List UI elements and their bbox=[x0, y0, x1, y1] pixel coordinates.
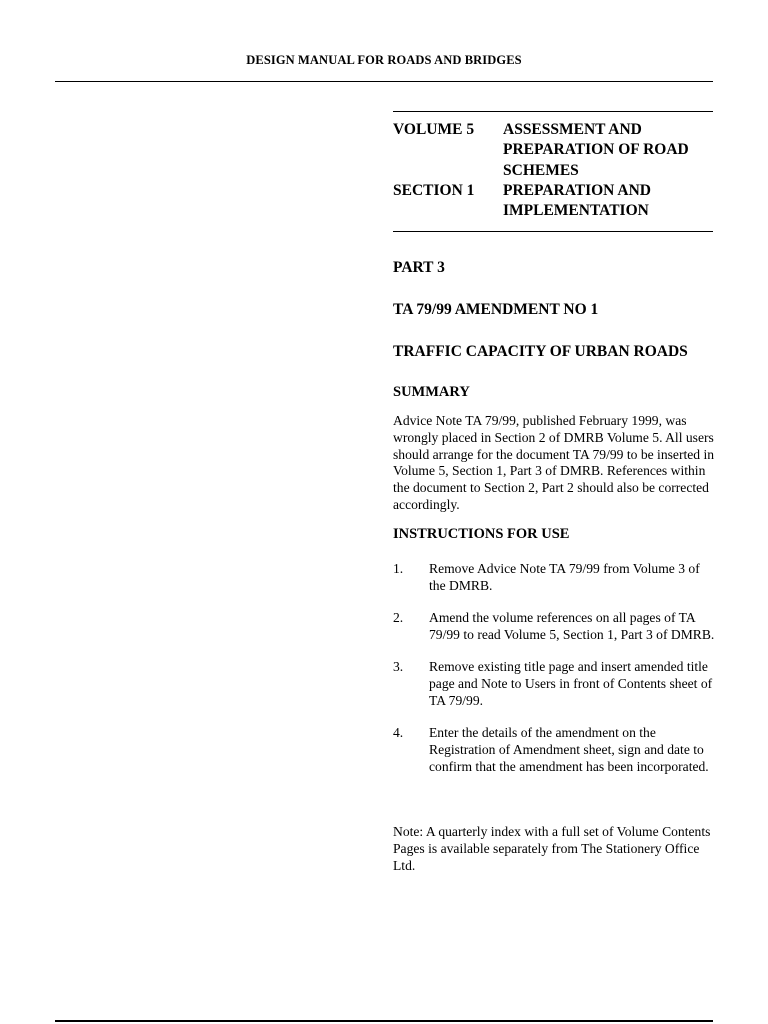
list-item-text: Amend the volume references on all pages of TA 79/99 to read Volume 5, Section 1, Part 3 of DMRB. bbox=[429, 610, 715, 642]
instructions-list bbox=[393, 561, 715, 791]
list-item-text: Remove existing title page and insert amended title page and Note to Users in front of Contents sheet of TA 79/99. bbox=[429, 659, 713, 708]
list-item bbox=[393, 659, 715, 709]
volume-bottom-rule bbox=[393, 231, 713, 232]
note-text: Note: A quarterly index with a full set of Volume Contents Pages is available separately from The Stationery Office Ltd. bbox=[393, 824, 711, 873]
list-item bbox=[393, 561, 715, 595]
instructions-heading: INSTRUCTIONS FOR USE bbox=[393, 526, 570, 542]
list-item bbox=[393, 725, 715, 775]
volume-title: ASSESSMENT AND PREPARATION OF ROAD SCHEMES bbox=[503, 121, 689, 179]
document-title: TRAFFIC CAPACITY OF URBAN ROADS bbox=[393, 343, 688, 360]
list-item bbox=[393, 610, 715, 644]
volume-row bbox=[393, 120, 713, 181]
section-label: SECTION 1 bbox=[393, 181, 475, 199]
volume-section-block bbox=[393, 120, 713, 221]
volume-top-rule bbox=[393, 111, 713, 112]
header-rule bbox=[55, 81, 713, 82]
summary-heading: SUMMARY bbox=[393, 384, 470, 400]
list-item-text: Enter the details of the amendment on the Registration of Amendment sheet, sign and date to confirm that the amendment has been incorporated. bbox=[429, 725, 709, 774]
section-row bbox=[393, 181, 713, 222]
manual-title: DESIGN MANUAL FOR ROADS AND BRIDGES bbox=[246, 53, 522, 67]
list-item-number: 3. bbox=[393, 659, 404, 675]
section-title: PREPARATION AND IMPLEMENTATION bbox=[503, 181, 651, 220]
list-item-number: 1. bbox=[393, 561, 404, 576]
footer-rule bbox=[55, 1020, 713, 1022]
part-heading: PART 3 bbox=[393, 259, 445, 276]
volume-label: VOLUME 5 bbox=[393, 121, 475, 138]
summary-text: Advice Note TA 79/99, published February 1999, was wrongly placed in Section 2 of DMRB Volume 5. All users should arrange for the document TA 79/99 to be inserted in Volume 5, Section 1, Part 3 of DMRB. References within the document to Section 2, Part 2 should also be corrected accordingly. bbox=[393, 413, 715, 512]
amendment-heading: TA 79/99 AMENDMENT NO 1 bbox=[393, 301, 599, 318]
list-item-number: 4. bbox=[393, 725, 404, 741]
list-item-number: 2. bbox=[393, 610, 404, 626]
list-item-text: Remove Advice Note TA 79/99 from Volume 3 of the DMRB. bbox=[429, 561, 700, 593]
